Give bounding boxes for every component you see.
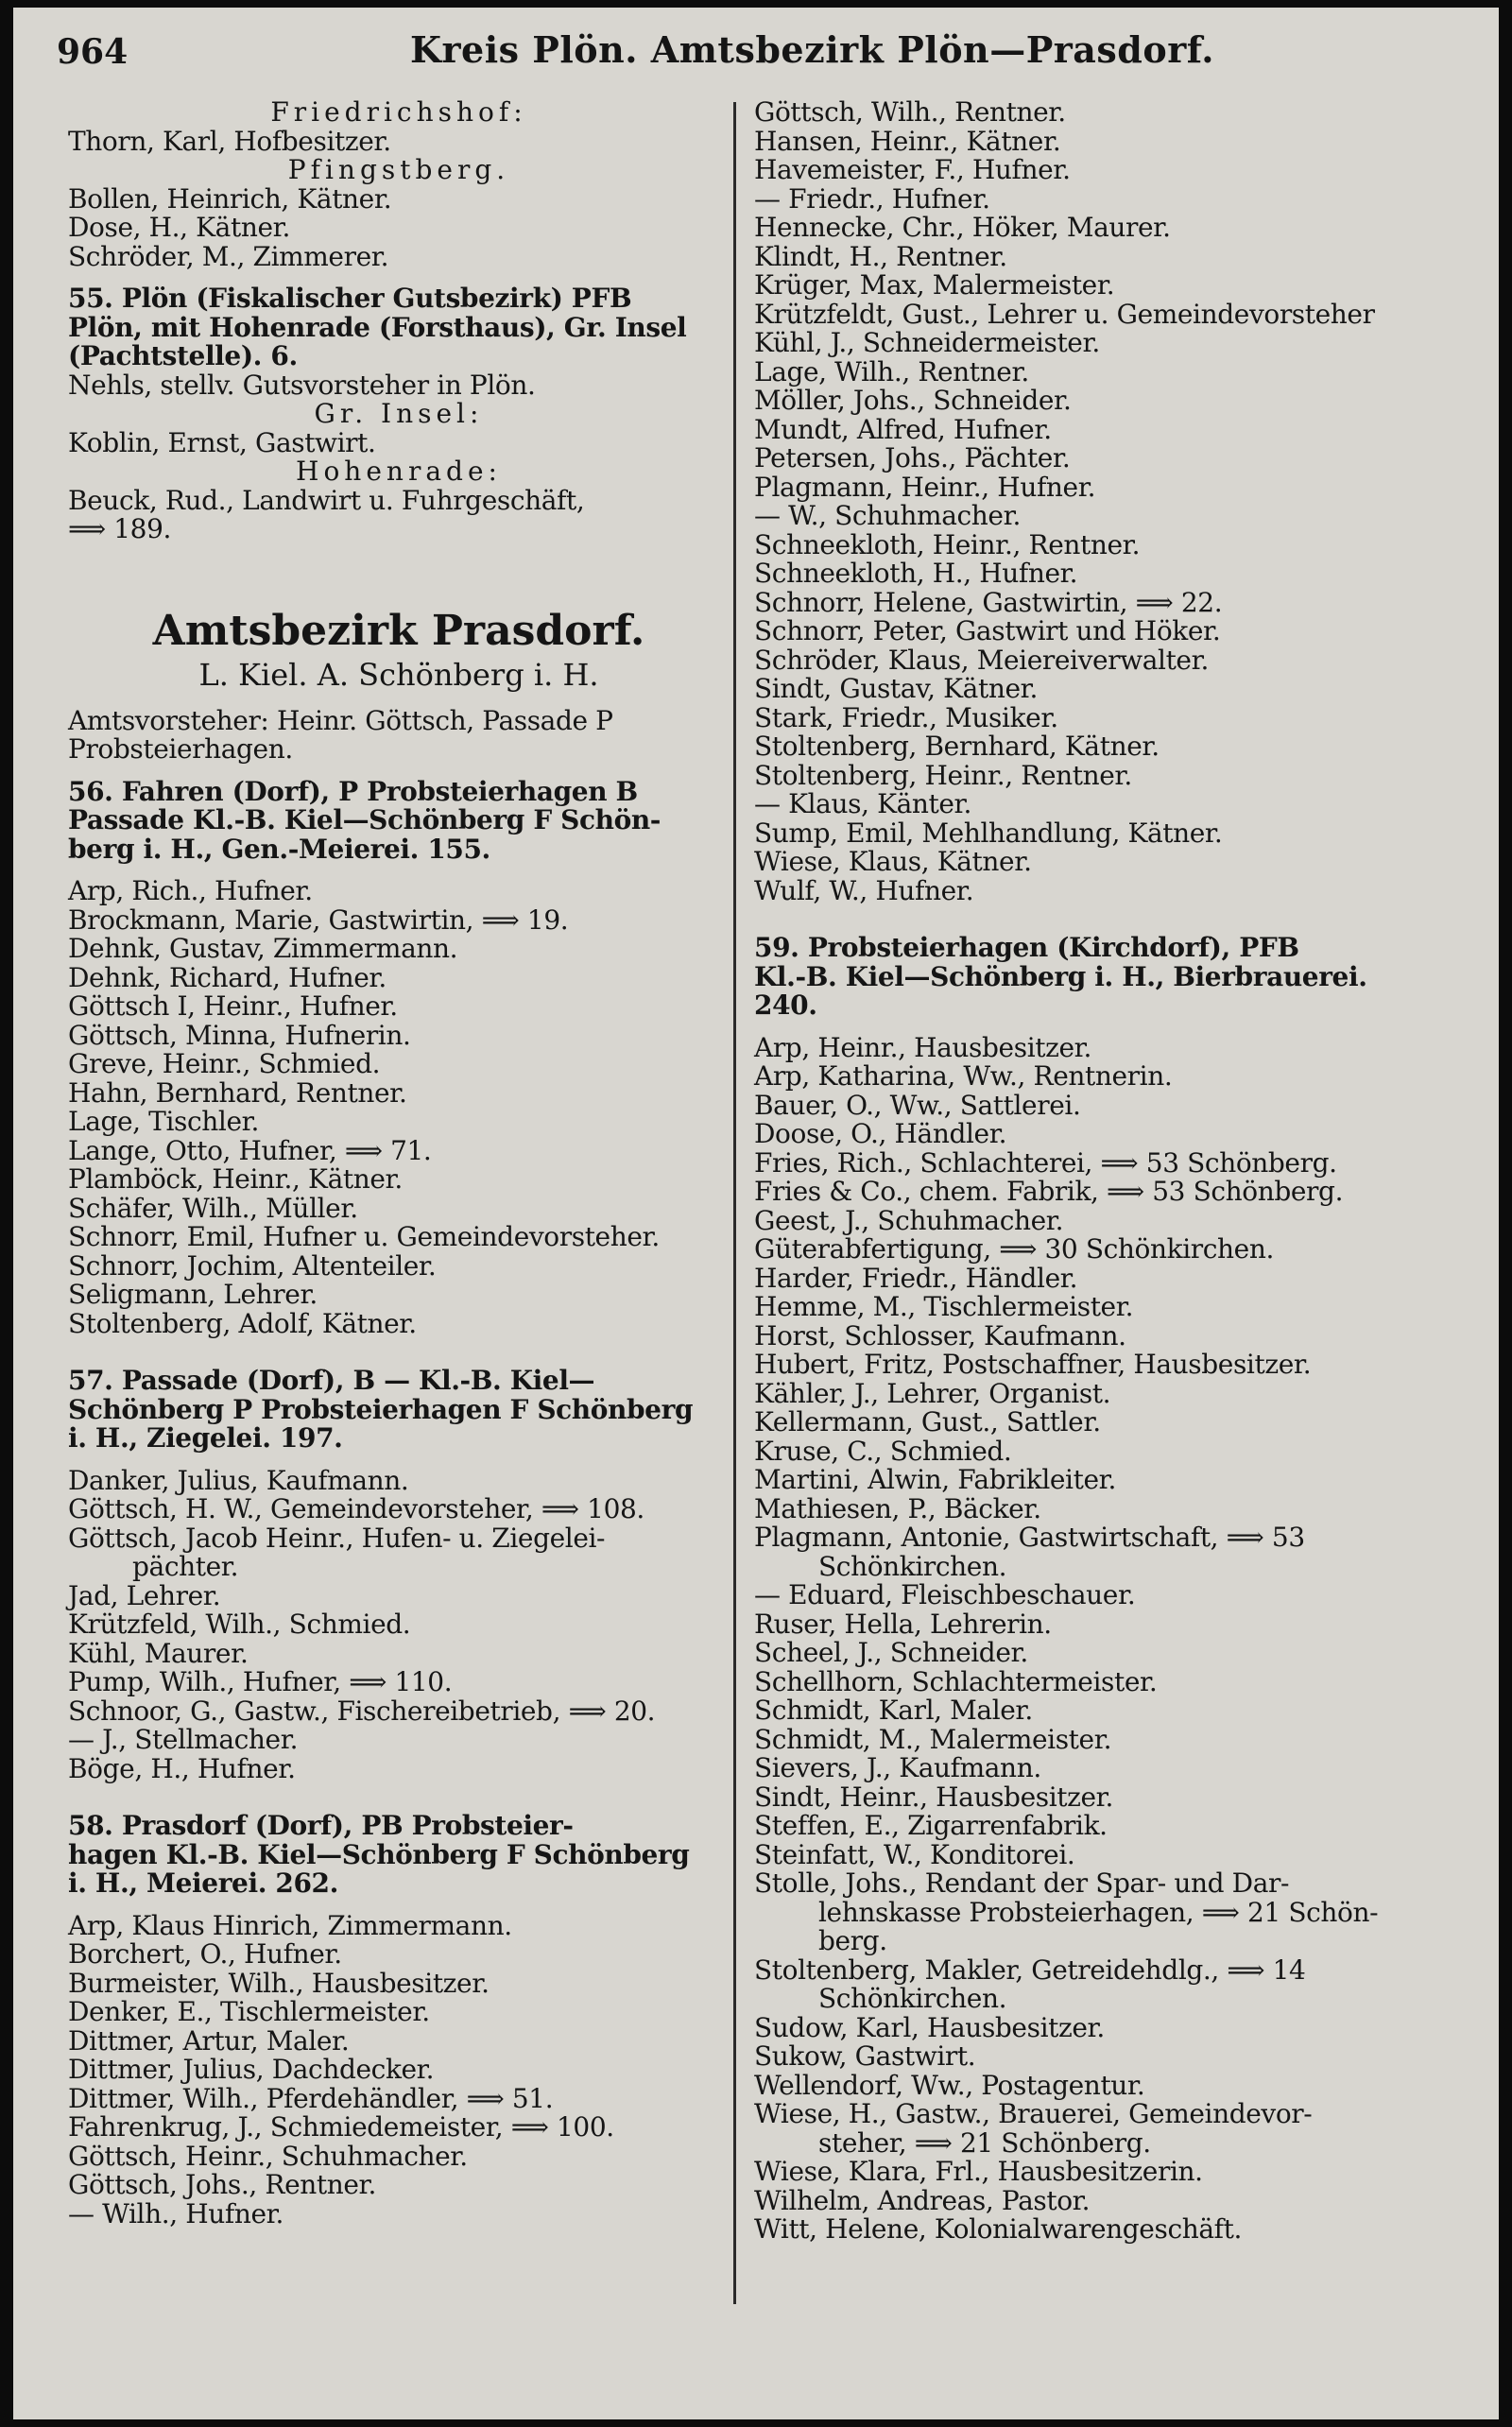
entry-line: Schnorr, Jochim, Altenteiler. [68,1249,437,1282]
amtsbezirk-title: Amtsbezirk Prasdorf. [152,606,645,655]
entry-line: Schröder, Klaus, Meiereiverwalter. [754,644,1210,676]
entry-line: Stoltenberg, Adolf, Kätner. [68,1307,417,1339]
entry-line: 55. Plön (Fiskalischer Gutsbezirk) PFB [68,283,632,314]
entry-line: Plön, mit Hohenrade (Forsthaus), Gr. Insel [68,311,687,343]
column-divider [733,102,736,2304]
section-heading: Pfingstberg. [287,154,510,185]
entry-line: Fahrenkrug, J., Schmiedemeister, ⟹ 100. [68,2111,614,2143]
entry-list [68,877,730,1338]
entry-line: hagen Kl.-B. Kiel—Schönberg F Schönberg [68,1838,690,1870]
entry-line: Wiese, Klara, Frl., Hausbesitzerin. [754,2156,1203,2187]
entry-list [68,1464,730,1784]
entry-line: — Friedr., Hufner. [754,182,990,215]
entry-line: Sindt, Heinr., Hausbesitzer. [754,1781,1114,1813]
entry-line: 56. Fahren (Dorf), P Probsteierhagen B [68,775,638,807]
entry-line: Ruser, Hella, Lehrerin. [754,1608,1052,1640]
entry-line: Sukow, Gastwirt. [754,2040,976,2072]
entry-line: (Pachtstelle). 6. [68,340,298,371]
entry-line: Steffen, E., Zigarrenfabrik. [754,1810,1108,1841]
entry-line: Sump, Emil, Mehlhandlung, Kätner. [754,817,1223,849]
entry-line: Koblin, Ernst, Gastwirt. [68,426,376,458]
entry-line: Amtsvorsteher: Heinr. Göttsch, Passade P [68,704,613,736]
entry-line: Göttsch, H. W., Gemeindevorsteher, ⟹ 108. [68,1493,644,1524]
entry-line: Schneekloth, Heinr., Rentner. [754,528,1141,560]
entry-line: Schmidt, M., Malermeister. [754,1723,1112,1755]
entry-line: 240. [754,990,817,1021]
entry-line: Scheel, J., Schneider. [754,1637,1028,1668]
entry-line: Böge, H., Hufner. [68,1752,296,1784]
entry-line: Stoltenberg, Heinr., Rentner. [754,759,1132,791]
place-heading-58 [68,1812,730,1899]
entry-line: Geest, J., Schuhmacher. [754,1204,1064,1236]
entry-line: Arp, Rich., Hufner. [68,875,313,906]
entry-line: Witt, Helene, Kolonialwarengeschäft. [754,2213,1242,2245]
entry-line: Burmeister, Wilh., Hausbesitzer. [68,1967,490,1999]
section-heading: Gr. Insel: [314,398,484,429]
entry-line: Kellermann, Gust., Sattler. [754,1406,1101,1437]
entry-line: — Eduard, Fleischbeschauer. [754,1579,1136,1610]
entry-line: Göttsch, Johs., Rentner. [68,2169,376,2200]
amtsbezirk-subtitle: L. Kiel. A. Schönberg i. H. [198,656,599,693]
entry-line: Wiese, H., Gastw., Brauerei, Gemeindevor- [754,2098,1313,2129]
entry-line: Hennecke, Chr., Höker, Maurer. [754,212,1171,243]
entry-line: Wellendorf, Ww., Postagentur. [754,2069,1145,2101]
entry-line: Kähler, J., Lehrer, Organist. [754,1377,1111,1409]
entry-line: i. H., Ziegelei. 197. [68,1422,343,1454]
entry-line: Seligmann, Lehrer. [68,1279,318,1310]
entry-line: 59. Probsteierhagen (Kirchdorf), PFB [754,932,1299,963]
entry-line: Schnorr, Emil, Hufner u. Gemeindevorsteher. [68,1221,660,1252]
entry-line: Brockmann, Marie, Gastwirtin, ⟹ 19. [68,904,569,936]
entry-line: Harder, Friedr., Händler. [754,1262,1078,1294]
entry-line: Borchert, O., Hufner. [68,1938,342,1970]
entry-line: Stolle, Johs., Rendant der Spar- und Dar- [754,1868,1290,1899]
entry-line: Schäfer, Wilh., Müller. [68,1192,358,1224]
entry-line: Horst, Schlosser, Kaufmann. [754,1319,1126,1351]
entry-line: Schröder, M., Zimmerer. [68,240,389,272]
place-heading-55 [68,284,730,371]
entry-line: Kruse, C., Schmied. [754,1435,1012,1467]
entry-line: Fries & Co., chem. Fabrik, ⟹ 53 Schönberg. [754,1176,1344,1207]
entry-line: Göttsch, Wilh., Rentner. [754,96,1066,128]
entry-line: steher, ⟹ 21 Schönberg. [818,2126,1151,2159]
entry-line: Krützfeld, Wilh., Schmied. [68,1609,411,1640]
entry-line: Stoltenberg, Bernhard, Kätner. [754,731,1160,762]
entry-line: Hahn, Bernhard, Rentner. [68,1076,407,1109]
entry-line: Wilhelm, Andreas, Pastor. [754,2184,1091,2216]
entry-line: Mathiesen, P., Bäcker. [754,1492,1041,1524]
page-number: 964 [57,32,129,72]
place-heading-57 [68,1367,730,1454]
section-heading: Hohenrade: [296,456,502,487]
entry-line: Steinfatt, W., Konditorei. [754,1838,1075,1870]
entry-line: Schellhorn, Schlachtermeister. [754,1665,1158,1697]
entry-line: Doose, O., Händler. [754,1118,1007,1149]
entry-line: — W., Schuhmacher. [754,500,1021,531]
entry-list [68,182,730,272]
entry-line: Krützfeldt, Gust., Lehrer u. Gemeindevorsteher [754,298,1375,330]
entry-line: Jad, Lehrer. [68,1579,221,1611]
entry-line: Wiese, Klaus, Kätner. [754,846,1032,877]
entry-line: Havemeister, F., Hufner. [754,154,1071,185]
entry-line: Thorn, Karl, Hofbesitzer. [68,125,391,157]
running-title: Kreis Plön. Amtsbezirk Plön—Prasdorf. [410,28,1214,71]
entry-line: Dittmer, Wilh., Pferdehändler, ⟹ 51. [68,2082,554,2114]
entry-line: Dittmer, Artur, Maler. [68,2024,350,2057]
entry-line: berg. [818,1925,887,1956]
entry-line: Arp, Heinr., Hausbesitzer. [754,1031,1092,1063]
entry-line: Plagmann, Heinr., Hufner. [754,471,1096,503]
place-heading-59 [754,934,1472,1021]
entry-line: Schönkirchen. [818,1550,1007,1582]
entry-line: Lange, Otto, Hufner, ⟹ 71. [68,1134,432,1166]
entry-line: Kühl, Maurer. [68,1637,249,1669]
entry-line: ⟹ 189. [68,513,171,544]
entry-line: Denker, E., Tischlermeister. [68,1996,430,2027]
place-heading-56 [68,775,730,865]
entry-line: i. H., Meierei. 262. [68,1868,338,1899]
entry-line: Bauer, O., Ww., Sattlerei. [754,1089,1081,1121]
entry-list [68,371,730,401]
entry-line: Bollen, Heinrich, Kätner. [68,182,392,215]
entry-line: Wulf, W., Hufner. [754,874,974,906]
entry-line: Plagmann, Antonie, Gastwirtschaft, ⟹ 53 [754,1522,1305,1553]
entry-line: Arp, Klaus Hinrich, Zimmermann. [68,1909,512,1941]
entry-line: Schnorr, Peter, Gastwirt und Höker. [754,615,1221,646]
entry-line: Arp, Katharina, Ww., Rentnerin. [754,1060,1173,1092]
entry-line: Krüger, Max, Malermeister. [754,269,1115,301]
entry-line: Schnorr, Helene, Gastwirtin, ⟹ 22. [754,586,1223,618]
entry-line: Sindt, Gustav, Kätner. [754,673,1039,704]
entry-line: Schönberg P Probsteierhagen F Schönberg [68,1393,694,1425]
entry-line: — Klaus, Känter. [754,788,971,819]
entry-line: Schnoor, G., Gastw., Fischereibetrieb, ⟹ 20. [68,1695,656,1727]
entry-line: Lage, Tischler. [68,1106,260,1137]
entry-line: Hansen, Heinr., Kätner. [754,125,1061,157]
entry-list [68,125,730,157]
entry-line: Mundt, Alfred, Hufner. [754,413,1052,445]
right-column [754,98,1472,2245]
entry-list [68,426,730,458]
entry-line: Probsteierhagen. [68,733,293,765]
entry-line: Göttsch I, Heinr., Hufner. [68,990,398,1022]
entry-line: pächter. [132,1551,239,1582]
entry-line: Dehnk, Gustav, Zimmermann. [68,933,458,964]
entry-line: Schönkirchen. [818,1983,1007,2014]
entry-line: Fries, Rich., Schlachterei, ⟹ 53 Schönberg. [754,1146,1337,1179]
entry-line: Sudow, Karl, Hausbesitzer. [754,2011,1105,2043]
entry-line: Dittmer, Julius, Dachdecker. [68,2054,435,2085]
entry-line: Martini, Alwin, Fabrikleiter. [754,1464,1117,1495]
entry-line: Dose, H., Kätner. [68,212,291,243]
entry-line: Passade Kl.-B. Kiel—Schönberg F Schön- [68,804,662,835]
entry-list [754,1031,1472,2245]
entry-line: 58. Prasdorf (Dorf), PB Probsteier- [68,1810,574,1841]
entry-line: 57. Passade (Dorf), B — Kl.-B. Kiel— [68,1365,595,1396]
document-page [13,8,1499,2419]
entry-line: Sievers, J., Kaufmann. [754,1752,1041,1783]
entry-line: Schmidt, Karl, Maler. [754,1695,1033,1726]
amtsvorsteher [68,704,730,765]
entry-line: Klindt, H., Rentner. [754,240,1007,272]
entry-line: Göttsch, Heinr., Schuhmacher. [68,2140,468,2172]
entry-line: Göttsch, Jacob Heinr., Hufen- u. Ziegelei- [68,1522,606,1554]
entry-line: Danker, Julius, Kaufmann. [68,1464,409,1496]
entry-line: Dehnk, Richard, Hufner. [68,961,387,993]
entry-line: Petersen, Johs., Pächter. [754,442,1071,473]
entry-line: Güterabfertigung, ⟹ 30 Schönkirchen. [754,1233,1274,1265]
page-header [13,8,1499,74]
entry-line: Beuck, Rud., Landwirt u. Fuhrgeschäft, [68,484,585,516]
entry-list [68,1909,730,2229]
entry-line: Plamböck, Heinr., Kätner. [68,1163,403,1195]
entry-line: Hubert, Fritz, Postschaffner, Hausbesitzer. [754,1349,1312,1380]
entry-list [754,98,1472,905]
entry-line: Göttsch, Minna, Hufnerin. [68,1019,411,1051]
left-column [68,98,730,2229]
entry-list [68,484,730,544]
entry-line: Schneekloth, H., Hufner. [754,558,1078,589]
entry-line: Stoltenberg, Makler, Getreidehdlg., ⟹ 14 [754,1954,1306,1986]
entry-line: Lage, Wilh., Rentner. [754,355,1029,387]
entry-line: Hemme, M., Tischlermeister. [754,1291,1134,1322]
entry-line: Kühl, J., Schneidermeister. [754,327,1100,358]
entry-line: — J., Stellmacher. [68,1724,299,1755]
entry-line: — Wilh., Hufner. [68,2197,284,2229]
entry-line: Stark, Friedr., Musiker. [754,701,1058,733]
section-heading: Friedrichshof: [270,96,527,128]
entry-line: Nehls, stellv. Gutsvorsteher in Plön. [68,369,536,401]
entry-line: Pump, Wilh., Hufner, ⟹ 110. [68,1666,453,1697]
entry-line: lehnskasse Probsteierhagen, ⟹ 21 Schön- [818,1896,1379,1928]
entry-line: berg i. H., Gen.-Meierei. 155. [68,833,490,865]
entry-line: Greve, Heinr., Schmied. [68,1048,381,1079]
entry-line: Möller, Johs., Schneider. [754,385,1072,416]
entry-line: Kl.-B. Kiel—Schönberg i. H., Bierbrauerei. [754,960,1367,992]
